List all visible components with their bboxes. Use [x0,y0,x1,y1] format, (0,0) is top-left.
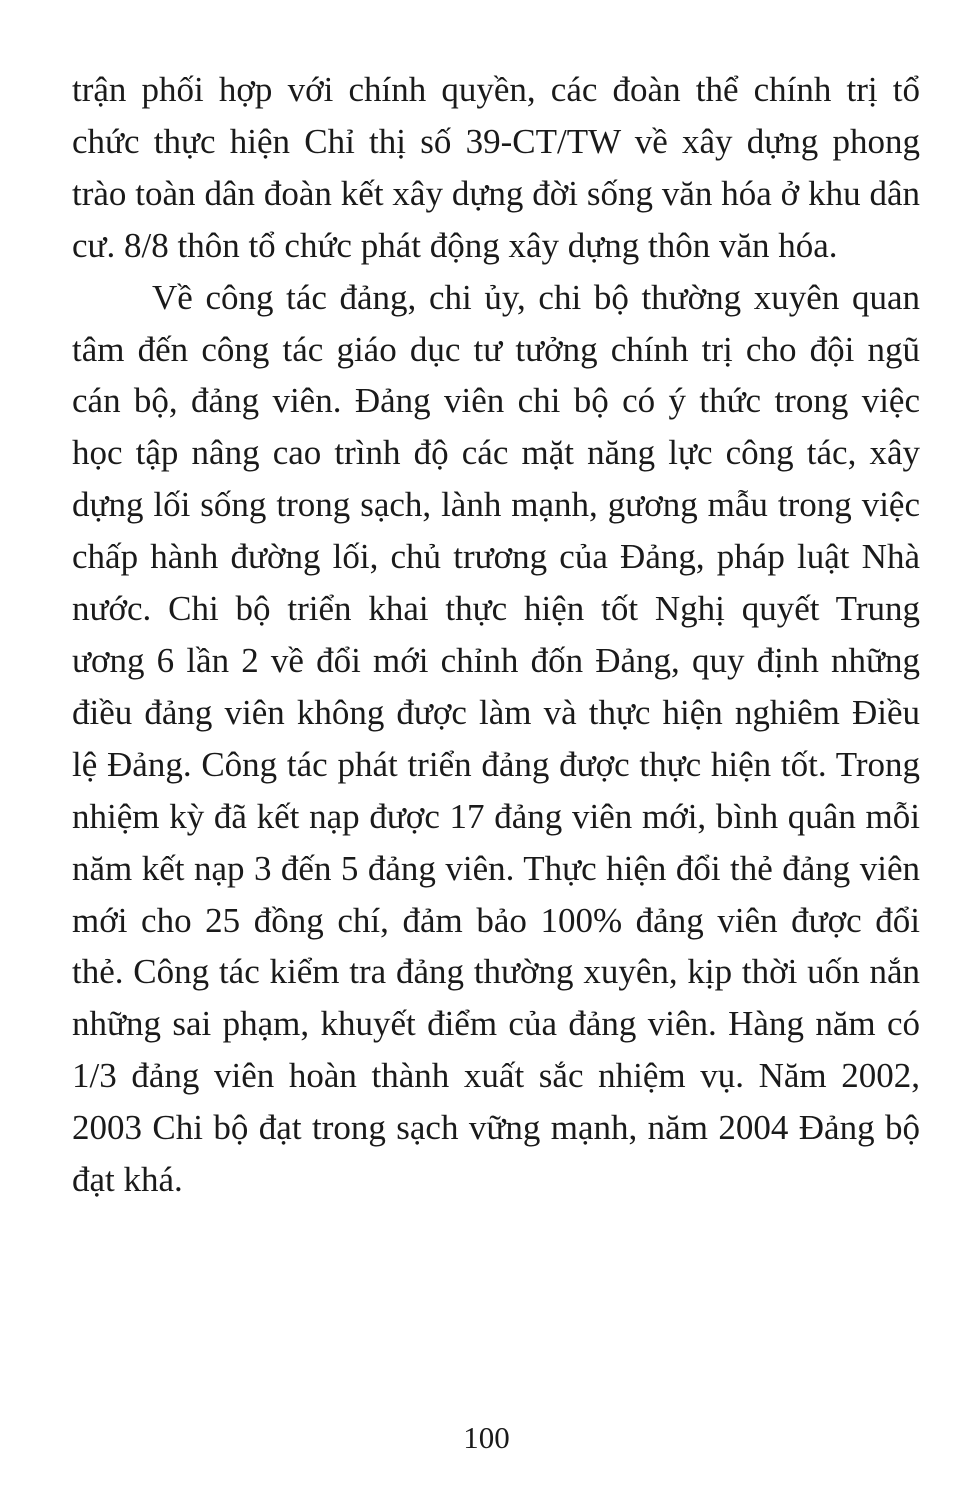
body-text [72,64,920,1206]
page-number: 100 [463,1420,510,1455]
paragraph-continuation: trận phối hợp với chính quyền, các đoàn thể chính trị tổ chức thực hiện Chỉ thị số 39-CT/TW về xây dựng phong trào toàn dân đoàn kết xây dựng đời sống văn hóa ở khu dân cư. 8/8 thôn tổ chức phát động xây dựng thôn văn hóa. [72,70,920,265]
paragraph-party-work: Về công tác đảng, chi ủy, chi bộ thường xuyên quan tâm đến công tác giáo dục tư tưởng chính trị cho đội ngũ cán bộ, đảng viên. Đảng viên chi bộ có ý thức trong việc học tập nâng cao trình độ các mặt năng lực công tác, xây dựng lối sống trong sạch, lành mạnh, gương mẫu trong việc chấp hành đường lối, chủ trương của Đảng, pháp luật Nhà nước. Chi bộ triển khai thực hiện tốt Nghị quyết Trung ương 6 lần 2 về đổi mới chỉnh đốn Đảng, quy định những điều đảng viên không được làm và thực hiện nghiêm Điều lệ Đảng. Công tác phát triển đảng được thực hiện tốt. Trong nhiệm kỳ đã kết nạp được 17 đảng viên mới, bình quân mỗi năm kết nạp 3 đến 5 đảng viên. Thực hiện đổi thẻ đảng viên mới cho 25 đồng chí, đảm bảo 100% đảng viên được đổi thẻ. Công tác kiểm tra đảng thường xuyên, kịp thời uốn nắn những sai phạm, khuyết điểm của đảng viên. Hàng năm có 1/3 đảng viên hoàn thành xuất sắc nhiệm vụ. Năm 2002, 2003 Chi bộ đạt trong sạch vững mạnh, năm 2004 Đảng bộ đạt khá. [72,277,920,1200]
